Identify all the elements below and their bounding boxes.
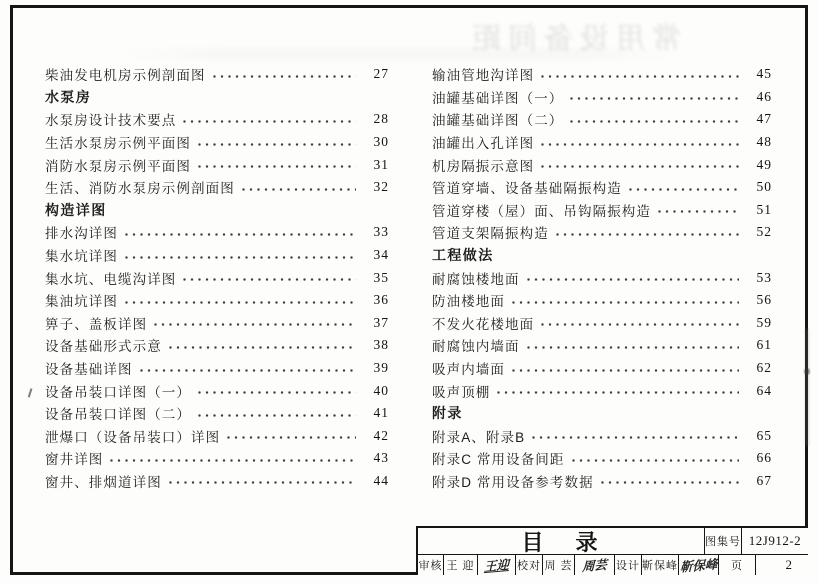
toc-entry-title: 输油管地沟详图: [432, 68, 535, 84]
toc-entry-page: 35: [373, 269, 389, 285]
design-label: 设计: [615, 555, 642, 575]
toc-entry-title: 设备吊装口详图（二）: [45, 407, 191, 423]
dotted-leader: [198, 165, 356, 168]
toc-row: [45, 357, 389, 380]
toc-entry-title: 集水坑、电缆沟详图: [45, 271, 177, 287]
toc-row: [432, 312, 772, 335]
toc-row: [45, 63, 389, 86]
toc-entry-title: 管道支架隔振构造: [432, 226, 549, 242]
toc-entry-title: 油罐基础详图（一）: [432, 90, 564, 106]
toc-entry-page: 48: [756, 134, 772, 150]
proofreader-name: 周 芸: [543, 555, 575, 575]
toc-row: [45, 402, 389, 425]
toc-entry-title: 排水沟详图: [45, 226, 118, 242]
toc-entry-title: 耐腐蚀楼地面: [432, 271, 520, 287]
toc-entry-title: 油罐出入孔详图: [432, 136, 535, 152]
toc-entry-page: 67: [756, 472, 772, 488]
toc-entry-page: 27: [373, 66, 389, 82]
toc-entry-page: 65: [756, 427, 772, 443]
toc-entry-page: 51: [756, 201, 772, 217]
designer-name: 靳保峰: [642, 555, 679, 575]
toc-entry-title: 吸声内墙面: [432, 362, 505, 378]
dotted-leader: [527, 346, 739, 349]
dotted-leader: [227, 436, 356, 439]
toc-column-left: [45, 63, 389, 492]
dotted-leader: [527, 278, 739, 281]
dotted-leader: [572, 459, 740, 462]
toc-entry-page: 49: [756, 156, 772, 172]
dotted-leader: [601, 481, 739, 484]
toc-row: [432, 153, 772, 176]
dotted-leader: [198, 391, 356, 394]
toc-entry-title: 管道穿墙、设备基础隔振构造: [432, 181, 622, 197]
toc-entry-title: 防油楼地面: [432, 294, 505, 310]
toc-row: [432, 470, 772, 493]
atlas-number-value: 12J912-2: [748, 533, 802, 548]
toc-entry-title: 附录A、附录B: [432, 429, 526, 445]
toc-row: [432, 108, 772, 131]
toc-entry-page: 45: [756, 66, 772, 82]
dotted-leader: [140, 369, 356, 372]
toc-entry-title: 设备基础形式示意: [45, 339, 162, 355]
toc-entry-title: 箅子、盖板详图: [45, 316, 148, 332]
signature-text: 周芸: [581, 556, 608, 575]
toc-row: [432, 402, 772, 425]
dotted-leader: [198, 414, 356, 417]
toc-entry-page: 62: [756, 360, 772, 376]
toc-row: [45, 199, 389, 222]
toc-entry-title: 工程做法: [432, 247, 494, 264]
dotted-leader: [541, 165, 739, 168]
toc-row: [432, 244, 772, 267]
toc-entry-page: 37: [373, 314, 389, 330]
page-label: 页: [719, 555, 756, 575]
toc-entry-page: 41: [373, 405, 389, 421]
dotted-leader: [629, 188, 739, 191]
toc-entry-page: 52: [756, 224, 772, 240]
toc-entry-title: 消防水泵房示例平面图: [45, 158, 191, 174]
toc-row: [432, 131, 772, 154]
signature-text: 靳保峰: [679, 556, 718, 575]
toc-row: [45, 379, 389, 402]
toc-entry-page: 59: [756, 314, 772, 330]
toc-entry-page: 40: [373, 382, 389, 398]
dotted-leader: [213, 75, 356, 78]
review-label: 审核: [418, 555, 444, 575]
dotted-leader: [125, 233, 356, 236]
toc-entry-page: 32: [373, 179, 389, 195]
signature-text: 王迎: [483, 556, 510, 575]
toc-row: [45, 131, 389, 154]
toc-entry-title: 附录C 常用设备间距: [432, 452, 565, 468]
toc-entry-title: 柴油发电机房示例剖面图: [45, 68, 206, 84]
toc-entry-title: 生活水泵房示例平面图: [45, 136, 191, 152]
reviewer-signature: [478, 555, 516, 575]
toc-entry-page: 31: [373, 156, 389, 172]
dotted-leader: [242, 188, 356, 191]
toc-entry-title: 构造详图: [45, 201, 107, 218]
toc-entry-page: 46: [756, 88, 772, 104]
dotted-leader: [183, 278, 356, 281]
dotted-leader: [570, 120, 739, 123]
dotted-leader: [512, 301, 739, 304]
toc-entry-page: 61: [756, 337, 772, 353]
dotted-leader: [154, 323, 356, 326]
dotted-leader: [556, 233, 739, 236]
dotted-leader: [541, 143, 739, 146]
toc-row: [45, 86, 389, 109]
toc-entry-page: 38: [373, 337, 389, 353]
proofread-label: 校对: [516, 555, 543, 575]
reviewer-name: 王 迎: [444, 555, 478, 575]
toc-row: [45, 266, 389, 289]
toc-entry-title: 吸声顶棚: [432, 384, 491, 400]
toc-row: [432, 63, 772, 86]
toc-entry-title: 附录: [432, 405, 463, 422]
atlas-number-label: 图集号: [705, 528, 742, 554]
toc-entry-title: 生活、消防水泵房示例剖面图: [45, 181, 235, 197]
toc-entry-page: 44: [373, 472, 389, 488]
dotted-leader: [125, 301, 356, 304]
toc-entry-page: 53: [756, 269, 772, 285]
toc-entry-title: 水泵房: [45, 88, 92, 105]
toc-entry-page: 39: [373, 360, 389, 376]
toc-row: [432, 357, 772, 380]
toc-row: [432, 221, 772, 244]
toc-entry-page: 43: [373, 450, 389, 466]
toc-entry-page: 28: [373, 111, 389, 127]
toc-entry-page: 50: [756, 179, 772, 195]
toc-entry-page: 34: [373, 247, 389, 263]
dotted-leader: [169, 481, 356, 484]
toc-entry-page: 30: [373, 134, 389, 150]
toc-row: [432, 425, 772, 448]
designer-signature: [679, 555, 719, 575]
toc-row: [432, 334, 772, 357]
dotted-leader: [658, 210, 739, 213]
toc-row: [432, 266, 772, 289]
toc-column-right: [432, 63, 772, 492]
dotted-leader: [532, 436, 739, 439]
toc-row: [432, 447, 772, 470]
toc-row: [432, 86, 772, 109]
toc-entry-title: 不发火花楼地面: [432, 316, 535, 332]
toc-row: [45, 470, 389, 493]
dotted-leader: [512, 369, 739, 372]
dotted-leader: [570, 97, 739, 100]
toc-row: [45, 289, 389, 312]
proofreader-signature: [575, 555, 615, 575]
toc-entry-page: 42: [373, 427, 389, 443]
toc-entry-title: 机房隔振示意图: [432, 158, 535, 174]
toc-entry-page: 33: [373, 224, 389, 240]
toc-entry-page: 36: [373, 292, 389, 308]
scan-smudge: [805, 328, 809, 446]
page-number: 2: [785, 557, 793, 572]
toc-row: [432, 379, 772, 402]
dotted-leader: [183, 120, 356, 123]
toc-entry-page: 56: [756, 292, 772, 308]
toc-entry-title: 油罐基础详图（二）: [432, 113, 564, 129]
toc-entry-title: 附录D 常用设备参考数据: [432, 474, 594, 490]
toc-entry-title: 水泵房设计技术要点: [45, 113, 177, 129]
toc-row: [432, 289, 772, 312]
toc-row: [45, 221, 389, 244]
dotted-leader: [541, 323, 739, 326]
toc-row: [45, 244, 389, 267]
toc-entry-page: 64: [756, 382, 772, 398]
toc-entry-page: 47: [756, 111, 772, 127]
toc-entry-title: 窗井详图: [45, 452, 104, 468]
dotted-leader: [198, 143, 356, 146]
toc-row: [45, 176, 389, 199]
toc-row: [45, 153, 389, 176]
page-title: 目 录: [418, 528, 705, 554]
title-block: [416, 526, 808, 575]
toc-entry-title: 设备吊装口详图（一）: [45, 384, 191, 400]
toc-entry-page: 66: [756, 450, 772, 466]
toc-entry-title: 耐腐蚀内墙面: [432, 339, 520, 355]
toc-entry-title: 管道穿楼（屋）面、吊钩隔振构造: [432, 203, 651, 219]
toc-row: [45, 334, 389, 357]
toc-entry-title: 窗井、排烟道详图: [45, 474, 162, 490]
dotted-leader: [541, 75, 739, 78]
toc-entry-title: 集油坑详图: [45, 294, 118, 310]
dotted-leader: [110, 459, 356, 462]
toc-row: [432, 176, 772, 199]
toc-row: [45, 312, 389, 335]
toc-row: [432, 199, 772, 222]
toc-entry-title: 设备基础详图: [45, 362, 133, 378]
dotted-leader: [497, 391, 739, 394]
toc-row: [45, 447, 389, 470]
dotted-leader: [125, 256, 356, 259]
dotted-leader: [169, 346, 356, 349]
toc-row: [45, 108, 389, 131]
toc-row: [45, 425, 389, 448]
scan-speck: [804, 368, 810, 375]
toc-entry-title: 集水坑详图: [45, 249, 118, 265]
toc-entry-title: 泄爆口（设备吊装口）详图: [45, 429, 221, 445]
